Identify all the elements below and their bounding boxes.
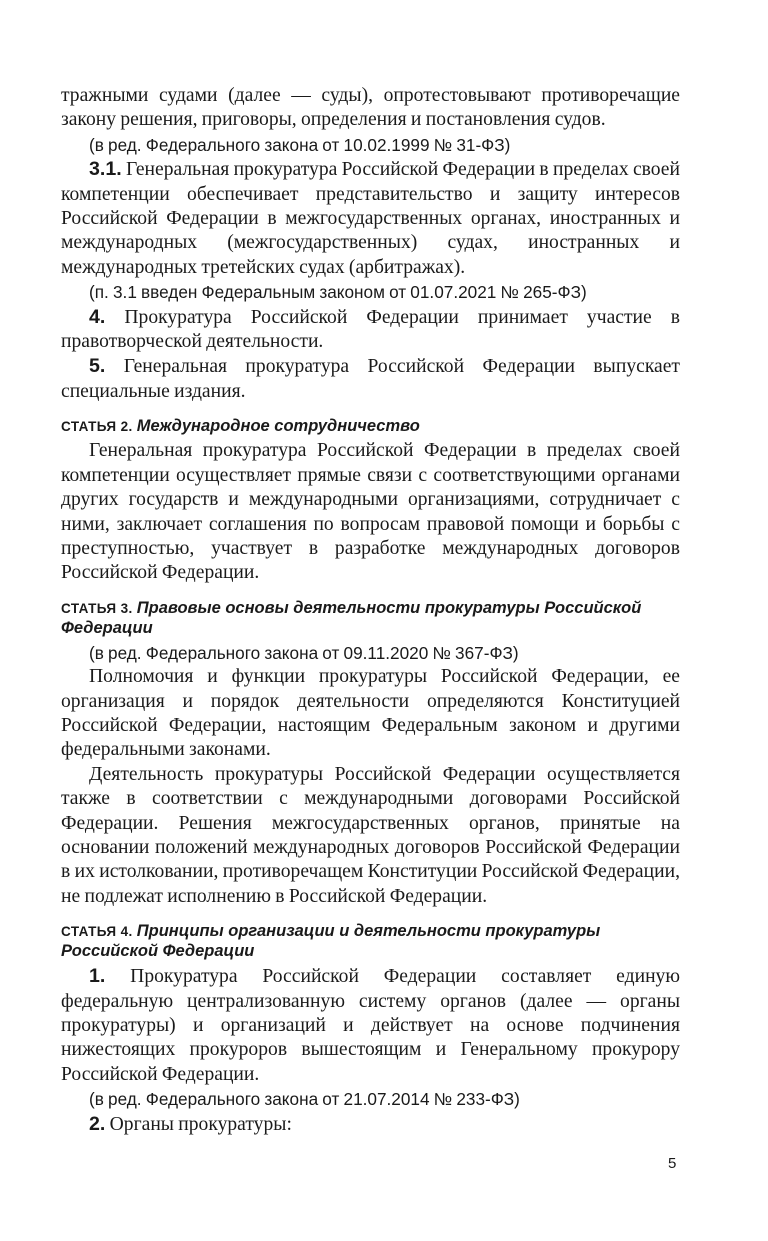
clause-text: Органы прокуратуры: [105,1113,292,1135]
clause-text: Прокуратура Российской Федерации принимает участие в правотворческой деятельности. [61,306,680,353]
clause-text: Генеральная прокуратура Российской Федерации выпускает специальные издания. [61,356,680,402]
paragraph-1 [61,964,680,1087]
paragraph-2 [61,1112,680,1137]
article-4-heading [61,921,680,961]
article-2-heading [61,416,680,436]
clause-number: 4. [89,305,106,328]
article-label: СТАТЬЯ 4. [61,924,133,940]
clause-text: Прокуратура Российской Федерации составляет единую федеральную централизованную систему органов (далее — органы прокуратуры) и организаций и действует на основе подчинения нижестоящих прокуроров вышестоящим и Генеральному прокурору Российской Федерации. [61,966,680,1085]
paragraph-4 [61,305,680,355]
article-label: СТАТЬЯ 3. [61,600,133,616]
paragraph-5 [61,354,680,404]
clause-number: 5. [89,355,106,378]
amendment-note: (в ред. Федерального закона от 09.11.2020 № 367-ФЗ) [89,642,519,663]
paragraph: Деятельность прокуратуры Российской Федерации осуществляется также в соответствии с международными договорами Российской Федерации. Решения межгосударственных органов, принятые на основании положений международных договоров Российской Федерации в их истолковании, противоречащем Конституции Российской Федерации, не подлежат исполнению в Российской Федерации. [61,763,680,907]
article-3-heading [61,598,680,638]
clause-number: 2. [89,1112,106,1135]
article-label: СТАТЬЯ 2. [61,419,133,435]
amendment-note: (в ред. Федерального закона от 21.07.2014 № 233-ФЗ) [89,1089,520,1110]
article-title: Правовые основы деятельности прокуратуры Российской Федерации [61,598,642,637]
document-page [61,84,680,1137]
paragraph: тражными судами (далее — суды), опротестовывают противоречащие закону решения, приговоры, определения и постановления судов. [61,85,680,131]
amendment-note: (п. 3.1 введен Федеральным законом от 01.07.2021 № 265-ФЗ) [89,282,587,303]
clause-text: Генеральная прокуратура Российской Федерации в пределах своей компетенции обеспечивает представительство и защиту интересов Российской Федерации в межгосударственных органах, иностранных и международных (межгосударственных) судах, иностранных и международных третейских судах (арбитражах). [61,159,680,278]
clause-number: 1. [89,965,106,988]
paragraph: Полномочия и функции прокуратуры Российской Федерации, ее организация и порядок деятельности определяются Конституцией Российской Федерации, настоящим Федеральным законом и другими федеральными законами. [61,666,680,761]
article-title: Международное сотрудничество [136,417,420,436]
amendment-note: (в ред. Федерального закона от 10.02.1999 № 31-ФЗ) [89,134,511,155]
clause-number: 3.1. [89,158,122,181]
page-number: 5 [668,1155,677,1172]
paragraph: Генеральная прокуратура Российской Федерации в пределах своей компетенции осуществляет прямые связи с соответствующими органами других государств и международными организациями, сотрудничает с ними, заключает соглашения по вопросам правовой помощи и борьбы с преступностью, участвует в разработке международных договоров Российской Федерации. [61,440,680,584]
article-title: Принципы организации и деятельности прокуратуры Российской Федерации [61,922,601,961]
paragraph-3-1 [61,157,680,280]
